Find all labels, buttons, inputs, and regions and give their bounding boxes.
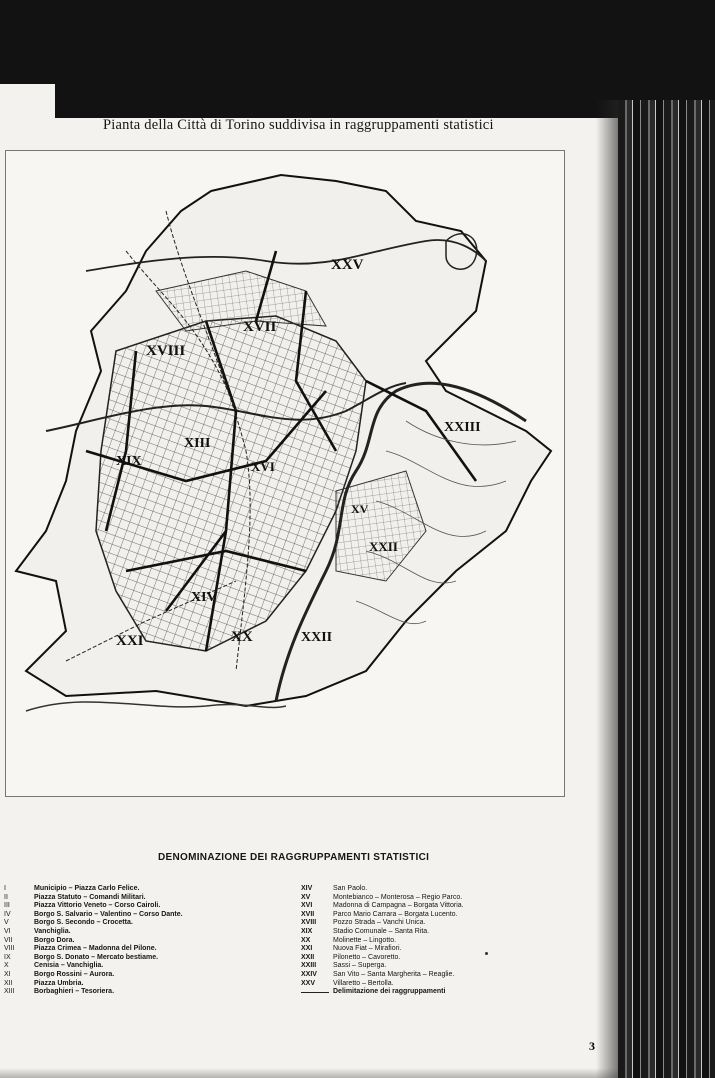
legend-text: Stadio Comunale – Santa Rita.	[333, 927, 430, 935]
legend-text: Borgo Rossini – Aurora.	[34, 970, 115, 978]
legend-number: IX	[4, 953, 11, 961]
legend-text: Borgo Dora.	[34, 936, 75, 944]
district-label: XX	[231, 629, 253, 645]
legend-item	[301, 980, 464, 989]
legend-text: San Vito – Santa Margherita – Reaglie.	[333, 970, 455, 978]
legend-text: Piazza Crimea – Madonna del Pilone.	[34, 945, 157, 953]
legend-text: Montebianco – Monterosa – Regio Parco.	[333, 893, 463, 901]
city-map-drawing	[6, 151, 564, 796]
legend-text: Borgo S. Salvario – Valentino – Corso Dante.	[34, 910, 183, 918]
legend-text: Borgo S. Donato – Mercato bestiame.	[34, 953, 159, 961]
legend-item	[4, 919, 183, 928]
legend-number: XXI	[301, 945, 313, 953]
city-map	[5, 150, 565, 797]
legend-number: XV	[301, 893, 311, 901]
legend-item	[301, 919, 464, 928]
legend-item	[301, 945, 464, 954]
legend-text: Parco Mario Carrara – Borgata Lucento.	[333, 910, 458, 918]
legend-item	[4, 937, 183, 946]
district-label: XXIII	[444, 420, 481, 435]
legend-number: XVI	[301, 902, 313, 910]
legend-number: XIV	[301, 885, 313, 892]
legend-text: San Paolo.	[333, 885, 368, 892]
district-label: XXII	[301, 630, 333, 645]
legend-item	[4, 894, 183, 903]
legend-number: X	[4, 962, 9, 970]
legend-item	[4, 988, 183, 997]
legend-text: Nuova Fiat – Mirafiori.	[333, 945, 402, 953]
legend-text: Villaretto – Bertolla.	[333, 979, 394, 987]
district-label: XXII	[369, 539, 398, 554]
legend-item	[301, 928, 464, 937]
legend-number: IV	[4, 910, 11, 918]
legend-number: III	[4, 902, 10, 910]
legend-text: Piazza Vittorio Veneto – Corso Cairoli.	[34, 902, 161, 910]
legend-item	[4, 902, 183, 911]
legend-number: V	[4, 919, 9, 927]
legend-right-column	[301, 885, 464, 997]
legend-number: XXIV	[301, 970, 317, 978]
book-spine-edge	[618, 100, 715, 1078]
legend-number: XXIII	[301, 962, 317, 970]
legend-text: Piazza Umbria.	[34, 979, 84, 987]
legend-item	[301, 954, 464, 963]
legend-text: Sassi – Superga.	[333, 962, 387, 970]
stray-mark	[485, 952, 488, 955]
district-label: XIV	[191, 590, 217, 605]
binding-shadow	[596, 100, 618, 1078]
legend-number: XVII	[301, 910, 315, 918]
legend-item	[4, 962, 183, 971]
legend-left-column	[4, 885, 183, 997]
legend-item	[301, 885, 464, 894]
legend-text: Municipio – Piazza Carlo Felice.	[34, 885, 140, 892]
district-label: XIII	[184, 436, 211, 451]
legend-item	[4, 911, 183, 920]
legend-text: Pilonetto – Cavoretto.	[333, 953, 401, 961]
scan-dark-border-left	[0, 0, 55, 84]
legend-item	[301, 894, 464, 903]
legend-text: Piazza Statuto – Comandi Militari.	[34, 893, 146, 901]
legend-text: Madonna di Campagna – Borgata Vittoria.	[333, 902, 464, 910]
legend-number: XIII	[4, 988, 15, 996]
district-label: XVI	[251, 459, 275, 474]
legend-text: Borgo S. Secondo – Crocetta.	[34, 919, 133, 927]
legend-item	[4, 954, 183, 963]
legend-heading: DENOMINAZIONE DEI RAGGRUPPAMENTI STATISTICI	[158, 852, 430, 863]
legend-text: Borbaghieri – Tesoriera.	[34, 988, 115, 996]
legend-number: I	[4, 885, 6, 892]
legend-boundary-item	[301, 988, 464, 997]
district-label: XVIII	[146, 343, 186, 359]
legend-text: Molinette – Lingotto.	[333, 936, 397, 944]
legend-number: VIII	[4, 945, 15, 953]
legend-number: II	[4, 893, 8, 901]
legend-item	[301, 902, 464, 911]
legend-text: Pozzo Strada – Vanchi Unica.	[333, 919, 426, 927]
boundary-line-symbol	[301, 992, 329, 997]
legend-item	[4, 928, 183, 937]
legend-number: XIX	[301, 927, 313, 935]
legend-number: VII	[4, 936, 13, 944]
district-label: XIX	[116, 454, 142, 469]
legend-item	[4, 971, 183, 980]
legend-number: XXII	[301, 953, 315, 961]
legend-number: XI	[4, 970, 11, 978]
page-number: 3	[589, 1039, 595, 1053]
district-label: XVII	[243, 319, 277, 335]
district-label: XV	[351, 502, 369, 516]
legend-item	[301, 937, 464, 946]
legend-number: XXV	[301, 979, 316, 987]
scan-bottom-shadow	[0, 1068, 618, 1078]
legend-number: XX	[301, 936, 311, 944]
page-title: Pianta della Città di Torino suddivisa in raggruppamenti statistici	[103, 117, 494, 133]
legend-text: Delimitazione dei raggruppamenti	[333, 988, 446, 996]
district-label: XXI	[116, 633, 144, 649]
legend-text: Cenisia – Vanchiglia.	[34, 962, 104, 970]
legend-item	[301, 911, 464, 920]
legend-number: XVIII	[301, 919, 317, 927]
legend-text: Vanchiglia.	[34, 927, 71, 935]
legend-item	[301, 962, 464, 971]
legend-number: XII	[4, 979, 13, 987]
legend-number: VI	[4, 927, 11, 935]
district-label: XXV	[331, 257, 364, 273]
legend-item	[4, 945, 183, 954]
legend-item	[4, 885, 183, 894]
legend-item	[301, 971, 464, 980]
legend-item	[4, 980, 183, 989]
